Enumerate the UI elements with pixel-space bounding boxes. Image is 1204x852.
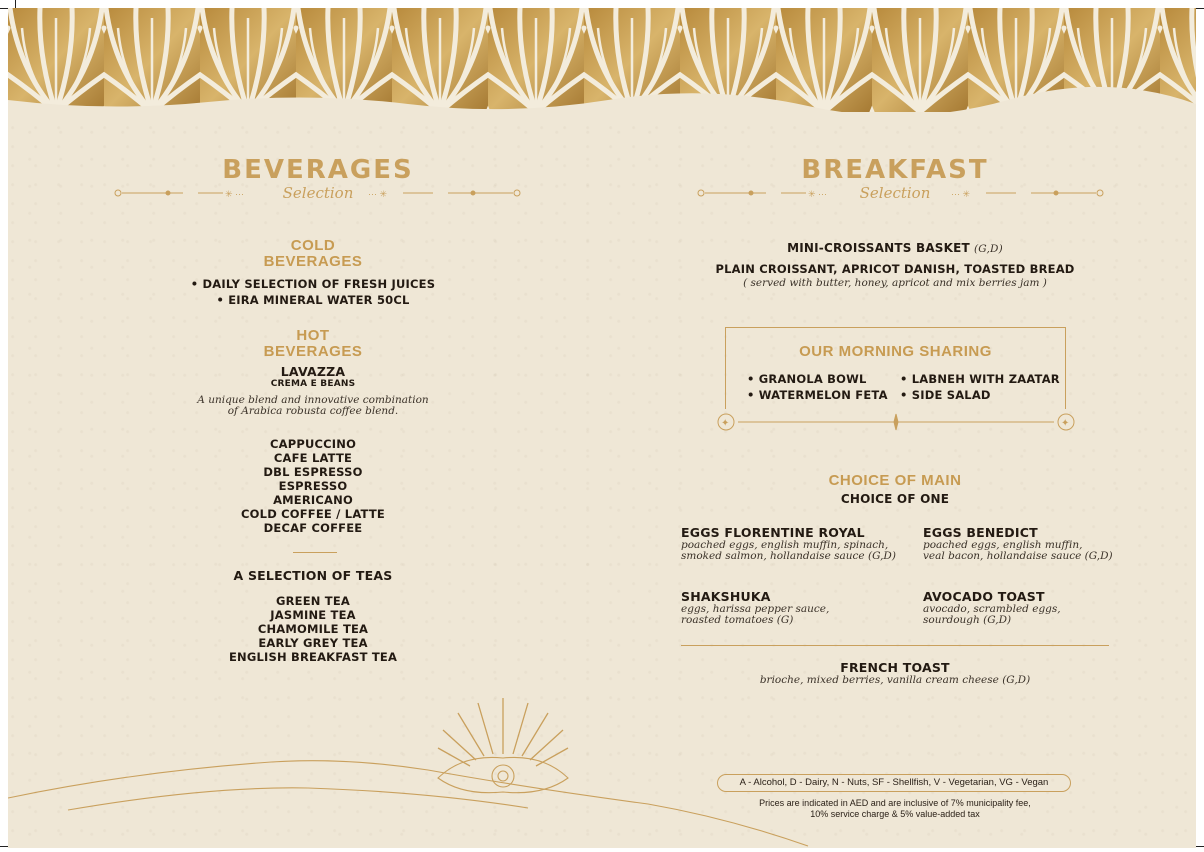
list-item: GREEN TEA [275, 594, 351, 608]
crop-mark [15, 0, 16, 8]
list-item: • WATERMELON FETA [747, 388, 888, 402]
main-option [923, 590, 1153, 626]
list-item: • GRANOLA BOWL [747, 372, 867, 386]
ornament-divider [113, 186, 523, 200]
beverages-subtitle: Selection [282, 184, 354, 202]
main-option [923, 526, 1153, 562]
brand-desc: A unique blend and innovative combination [197, 394, 429, 406]
crop-mark [1196, 8, 1204, 9]
brand-name: LAVAZZA [280, 364, 346, 379]
section-divider [681, 645, 1109, 646]
main-desc: poached eggs, english muffin, spinach, [681, 539, 889, 551]
main-option [681, 590, 911, 626]
french-toast [695, 661, 1095, 686]
menu-page [8, 8, 1196, 848]
french-toast-desc: brioche, mixed berries, vanilla cream cheese (G,D) [759, 674, 1031, 686]
main-name: SHAKSHUKA [681, 589, 771, 604]
sharing-list [747, 371, 1060, 403]
list-item: • DAILY SELECTION OF FRESH JUICES [190, 277, 436, 291]
main-heading: CHOICE OF MAIN [828, 472, 962, 489]
basket-allergens: (G,D) [973, 243, 1003, 255]
ornament-divider [696, 186, 1106, 200]
croissant-basket [695, 241, 1095, 289]
lavazza-block [163, 365, 463, 417]
gold-leaf-banner [8, 8, 1196, 112]
main-option [681, 526, 911, 562]
french-toast-name: FRENCH TOAST [840, 660, 950, 675]
coffee-list [163, 437, 463, 535]
cold-beverages-heading [213, 238, 413, 270]
cold-heading-line2: BEVERAGES [263, 253, 363, 270]
main-name: EGGS BENEDICT [923, 525, 1038, 540]
svg-text:✦: ✦ [721, 418, 730, 429]
svg-text:✳ ···: ✳ ··· [808, 189, 828, 199]
hot-beverages-heading [213, 328, 413, 360]
main-desc: roasted tomatoes (G) [681, 614, 794, 626]
eye-sun-illustration [8, 678, 828, 848]
basket-title [695, 241, 1095, 255]
main-desc: poached eggs, english muffin, [923, 539, 1083, 551]
cold-heading-line1: COLD [290, 237, 336, 254]
short-divider [293, 552, 337, 553]
main-name: AVOCADO TOAST [923, 589, 1045, 604]
crop-mark [0, 846, 8, 847]
crop-mark [1196, 846, 1204, 847]
list-item: • EIRA MINERAL WATER 50CL [216, 293, 410, 307]
breakfast-subtitle: Selection [859, 184, 931, 202]
hot-heading-line2: BEVERAGES [263, 343, 363, 360]
list-item: • SIDE SALAD [900, 388, 991, 402]
list-item: ESPRESSO [278, 479, 348, 493]
hot-heading-line1: HOT [296, 327, 330, 344]
list-item: DBL ESPRESSO [263, 465, 363, 479]
main-desc: eggs, harissa pepper sauce, [681, 603, 830, 615]
svg-text:✦: ✦ [1061, 418, 1070, 429]
teas-list [163, 594, 463, 664]
list-item: AMERICANO [273, 493, 353, 507]
list-item: CHAMOMILE TEA [257, 622, 369, 636]
svg-text:✳ ···: ✳ ··· [225, 189, 245, 199]
price-note-line: Prices are indicated in AED and are inclusive of 7% municipality fee, [759, 798, 1031, 808]
svg-text:··· ✳: ··· ✳ [951, 189, 971, 199]
crop-mark [0, 8, 8, 9]
list-item: DECAF COFFEE [263, 521, 363, 535]
sharing-box-ornament [714, 408, 1078, 438]
list-item: JASMINE TEA [270, 608, 356, 622]
price-note [695, 798, 1095, 820]
main-name: EGGS FLORENTINE ROYAL [681, 525, 865, 540]
brand-sub: CREMA E BEANS [270, 379, 356, 389]
main-desc: smoked salmon, hollandaise sauce (G,D) [681, 550, 896, 562]
basket-name: MINI-CROISSANTS BASKET [787, 241, 970, 255]
cold-beverages-list [163, 276, 463, 308]
basket-note: ( served with butter, honey, apricot and mix berries jam ) [743, 277, 1047, 289]
brand-desc: of Arabica robusta coffee blend. [227, 405, 399, 417]
allergen-legend: A - Alcohol, D - Dairy, N - Nuts, SF - Shellfish, V - Vegetarian, VG - Vegan [717, 774, 1071, 792]
main-desc: sourdough (G,D) [923, 614, 1012, 626]
list-item: CAPPUCCINO [269, 437, 357, 451]
price-note-line: 10% service charge & 5% value-added tax [810, 809, 980, 819]
list-item: • LABNEH WITH ZAATAR [900, 372, 1060, 386]
list-item: COLD COFFEE / LATTE [241, 507, 385, 521]
breakfast-title: BREAKFAST [801, 155, 989, 185]
teas-heading: A SELECTION OF TEAS [233, 568, 393, 583]
list-item: CAFE LATTE [273, 451, 353, 465]
list-item: ENGLISH BREAKFAST TEA [228, 650, 398, 664]
beverages-title: BEVERAGES [222, 155, 414, 185]
list-item: EARLY GREY TEA [258, 636, 368, 650]
main-desc: avocado, scrambled eggs, [923, 603, 1061, 615]
svg-text:··· ✳: ··· ✳ [368, 189, 388, 199]
main-desc: veal bacon, hollandaise sauce (G,D) [923, 550, 1113, 562]
main-subheading: CHOICE OF ONE [840, 492, 950, 506]
sharing-heading: OUR MORNING SHARING [799, 343, 992, 360]
basket-items: PLAIN CROISSANT, APRICOT DANISH, TOASTED BREAD [715, 262, 1075, 276]
